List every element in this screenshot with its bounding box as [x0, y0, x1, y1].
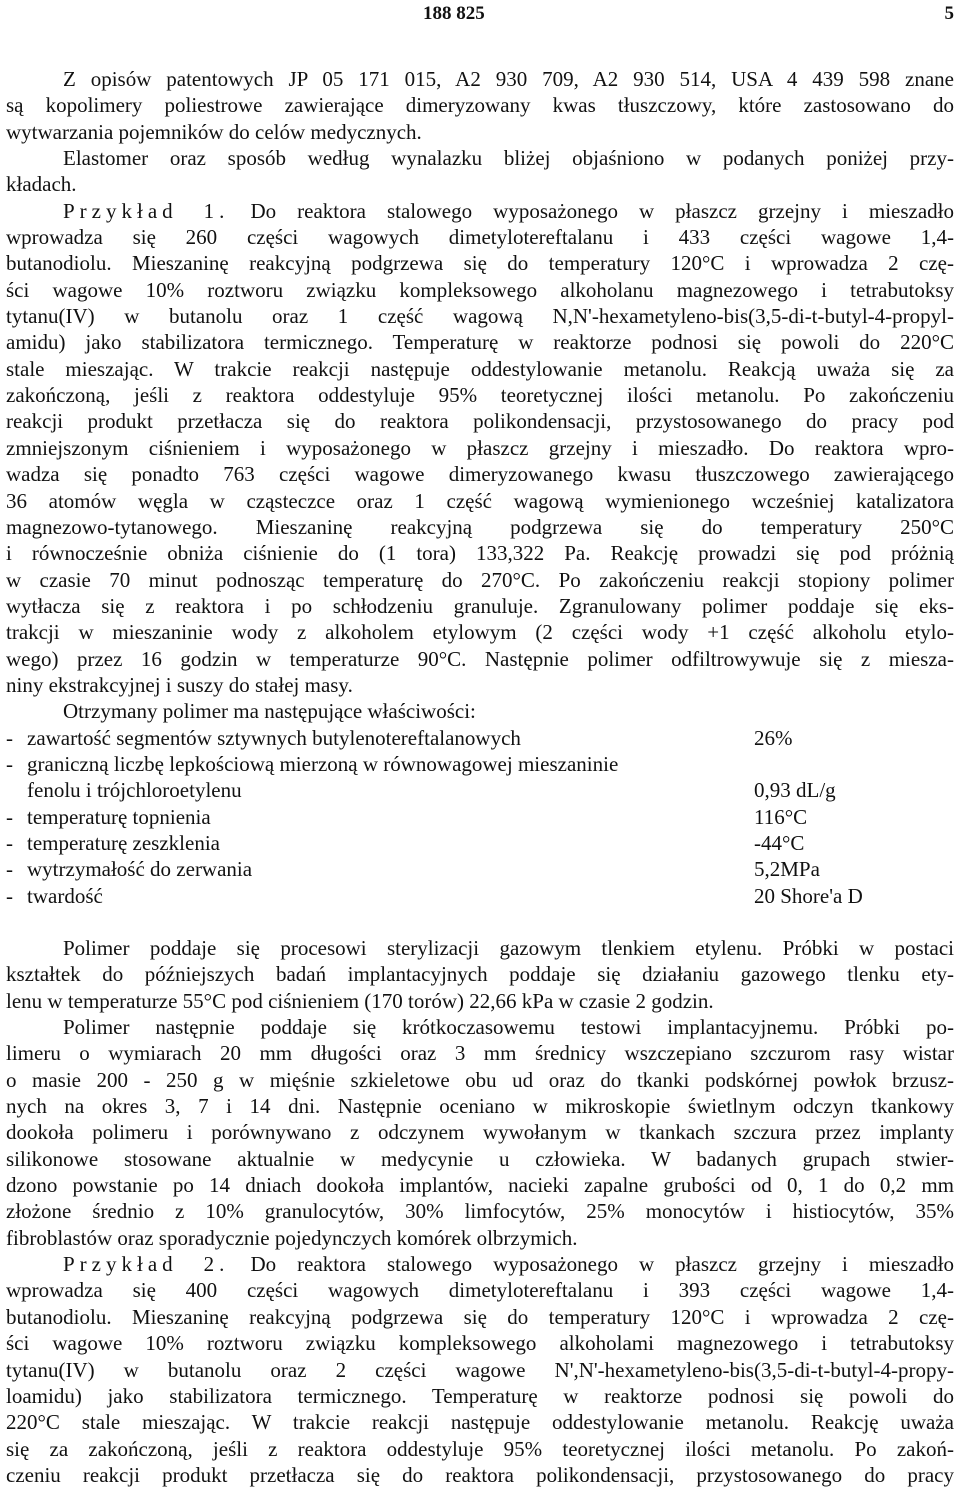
text-line: ści wagowe 10% roztworu związku kompleksowego alkoholami magnezowego i tetrabutoksy — [6, 1331, 954, 1356]
list-dash: - — [6, 725, 13, 750]
property-row — [6, 883, 954, 909]
property-row — [6, 777, 954, 803]
text-line: tytanu(IV) w butanolu oraz 2 części wagowe N',N'-hexametyleno-bis(3,5-di-t-butyl-4-propy- — [6, 1357, 954, 1382]
text-line: lenu w temperaturze 55°C pod ciśnieniem (170 torów) 22,66 kPa w czasie 2 godzin. — [6, 988, 714, 1013]
text-line: wego) przez 16 godzin w temperaturze 90°C. Następnie polimer odfiltrowywuje się z miesza- — [6, 646, 954, 671]
property-value: -44°C — [754, 830, 805, 855]
text-line: silikonowe stosowane aktualnie w medycynie u człowieka. W badanych grupach stwier- — [6, 1146, 954, 1171]
text-line: loamidu) jako stabilizatora termicznego. Temperaturę w reaktorze podnosi się powoli do — [6, 1383, 954, 1408]
property-value: 116°C — [754, 804, 808, 829]
text-line: Polimer następnie poddaje się krótkoczasowemu testowi implantacyjnemu. Próbki po- — [63, 1015, 954, 1040]
text-line: wadza się ponadto 763 części wagowe dimeryzowanego kwasu tłuszczowego zawierającego — [6, 462, 954, 487]
text-line: tytanu(IV) w butanolu oraz 1 część wagową N,N'-hexametyleno-bis(3,5-di-t-butyl-4-propyl- — [6, 304, 954, 329]
text-line: zakończoną, jeśli z reaktora oddestyluje 95% teoretycznej ilości metanolu. Po zakończeniu — [6, 383, 954, 408]
property-row — [6, 856, 954, 882]
text-line: Z opisów patentowych JP 05 171 015, A2 930 709, A2 930 514, USA 4 439 598 znane — [63, 67, 954, 91]
text-line: w czasie 70 minut podnosząc temperaturę do 270°C. Po zakończeniu reakcji stopiony polimer — [6, 567, 954, 592]
text-line: czeniu reakcji produkt przetłacza się do reaktora polikondensacji, przystosowanego do pracy — [6, 1462, 954, 1487]
text-line: dookoła polimeru i porównywano z odczynem wywołanym w tkankach szczura przez implanty — [6, 1120, 954, 1145]
text-line: wprowadza się 400 części wagowych dimetylotereftalanu i 393 części wagowe 1,4- — [6, 1278, 954, 1303]
paragraph-sterilization — [6, 935, 954, 1014]
text-line: Polimer poddaje się procesowi sterylizacji gazowym tlenkiem etylenu. Próbki w postaci — [63, 936, 954, 960]
text-line: reakcji produkt przetłacza się do reaktora polikondensacji, przystosowanego do pracy pod — [6, 409, 954, 434]
text-line: 220°C stale mieszając. W trakcie reakcji następuje oddestylowanie metanolu. Reakcję uważa — [6, 1410, 954, 1435]
property-label: zawartość segmentów sztywnych butylenotereftalanowych — [27, 725, 521, 750]
example-2-first-line: Do reaktora stalowego wyposażonego w płaszcz grzejny i mieszadło — [250, 1252, 954, 1277]
text-line: o masie 200 - 250 g w mięśnie szkieletowe obu ud oraz do tkanki podskórnej powłok brzusz- — [6, 1067, 954, 1092]
text-line: butanodiolu. Mieszaninę reakcyjną podgrzewa się do temperatury 120°C i wprowadza 2 czę- — [6, 251, 954, 276]
text-line: stale mieszając. W trakcie reakcji następuje oddestylowanie metanolu. Reakcją uważa się za — [6, 356, 954, 381]
text-line: trakcji w mieszaninie wody z alkoholem etylowym (2 części wody +1 część alkoholu etylo- — [6, 620, 954, 645]
text-line — [6, 198, 954, 224]
paragraph-prior-art — [6, 66, 954, 145]
property-label: fenolu i trójchloroetylenu — [27, 778, 242, 803]
property-row — [6, 725, 954, 751]
text-line: złożone średnio z 10% granulocytów, 30% limfocytów, 25% monocytów i histiocytów, 35% — [6, 1199, 954, 1224]
text-line: wprowadza się 260 części wagowych dimetylotereftalanu i 433 części wagowe 1,4- — [6, 225, 954, 250]
example-2 — [6, 1251, 954, 1488]
property-row — [6, 751, 954, 777]
body-text — [6, 66, 954, 1488]
text-line: fibroblastów oraz sporadycznie pojedynczych komórek olbrzymich. — [6, 1225, 578, 1250]
property-row — [6, 830, 954, 856]
example-1-first-line: Do reaktora stalowego wyposażonego w płaszcz grzejny i mieszadło — [250, 198, 954, 223]
property-value: 26% — [754, 725, 793, 750]
text-line: zmniejszonym ciśnieniem i wyposażonego w płaszcz grzejny i mieszadło. Do reaktora wpro- — [6, 435, 954, 460]
patent-number: 188 825 — [423, 3, 485, 24]
text-line: 36 atomów węgla w cząsteczce oraz 1 część wagową wymienionego wcześniej katalizatora — [6, 488, 954, 513]
list-dash: - — [6, 804, 13, 829]
property-label: graniczną liczbę lepkościową mierzoną w równowagowej mieszaninie — [27, 751, 619, 776]
text-line: dzono powstanie po 14 dniach dookoła implantów, nacieki zapalne grubości od 0, 1 do 0,2 mm — [6, 1173, 954, 1198]
list-dash: - — [6, 830, 13, 855]
properties-intro: Otrzymany polimer ma następujące właściwości: — [63, 699, 476, 724]
property-label: temperaturę topnienia — [27, 804, 211, 829]
text-line: się za zakończoną, jeśli z reaktora oddestyluje 95% teoretycznej ilości metanolu. Po zakoń- — [6, 1436, 954, 1461]
paragraph-implantation — [6, 1014, 954, 1251]
example-2-label: Przykład 2. — [63, 1252, 230, 1277]
text-line: kształtek do późniejszych badań implantacyjnych poddaje się działaniu gazowego tlenku ety- — [6, 962, 954, 987]
text-line: wytwarzania pojemników do celów medycznych. — [6, 119, 422, 144]
text-line: kładach. — [6, 172, 77, 197]
text-line: i równocześnie obniża ciśnienie do (1 tora) 133,322 Pa. Reakcję prowadzi się pod próżnią — [6, 541, 954, 566]
text-line: są kopolimery poliestrowe zawierające dimeryzowany kwas tłuszczowy, które zastosowano do — [6, 93, 954, 118]
page-number: 5 — [944, 3, 954, 24]
list-dash: - — [6, 751, 13, 776]
text-line: butanodiolu. Mieszaninę reakcyjną podgrzewa się do temperatury 120°C i wprowadza 2 czę- — [6, 1304, 954, 1329]
paragraph-intro — [6, 145, 954, 198]
property-label: temperaturę zeszklenia — [27, 830, 220, 855]
example-1-label: Przykład 1. — [63, 198, 230, 223]
property-label: wytrzymałość do zerwania — [27, 857, 253, 882]
text-line: amidu) jako stabilizatora termicznego. Temperaturę w reaktorze podnosi się powoli do 220°C — [6, 330, 954, 355]
property-label: twardość — [27, 883, 103, 908]
text-line: magnezowo-tytanowego. Mieszaninę reakcyjną podgrzewa się do temperatury 250°C — [6, 514, 954, 539]
text-line: ści wagowe 10% roztworu związku kompleksowego alkoholanu magnezowego i tetrabutoksy — [6, 277, 954, 302]
text-line: niny ekstrakcyjnej i suszy do stałej masy. — [6, 672, 353, 697]
property-value: 0,93 dL/g — [754, 778, 836, 803]
property-value: 5,2MPa — [754, 857, 820, 882]
property-row — [6, 804, 954, 830]
properties-list — [6, 698, 954, 909]
text-line — [6, 1251, 954, 1277]
list-dash: - — [6, 857, 13, 882]
list-dash: - — [6, 883, 13, 908]
list-indent — [6, 777, 27, 803]
property-value: 20 Shore'a D — [754, 883, 863, 908]
example-1 — [6, 198, 954, 699]
text-line: Elastomer oraz sposób według wynalazku bliżej objaśniono w podanych poniżej przy- — [63, 146, 954, 171]
property-value — [754, 751, 954, 777]
text-line: nych na okres 3, 7 i 14 dni. Następnie oceniano w mikroskopie świetlnym odczyn tkankowy — [6, 1094, 954, 1119]
text-line: wytłacza się z reaktora i po schłodzeniu granuluje. Zgranulowany polimer poddaje się eks- — [6, 593, 954, 618]
spacer — [6, 909, 954, 935]
text-line: limeru o wymiarach 20 mm długości oraz 3 mm średnicy wszczepiano szczurom rasy wistar — [6, 1041, 954, 1066]
